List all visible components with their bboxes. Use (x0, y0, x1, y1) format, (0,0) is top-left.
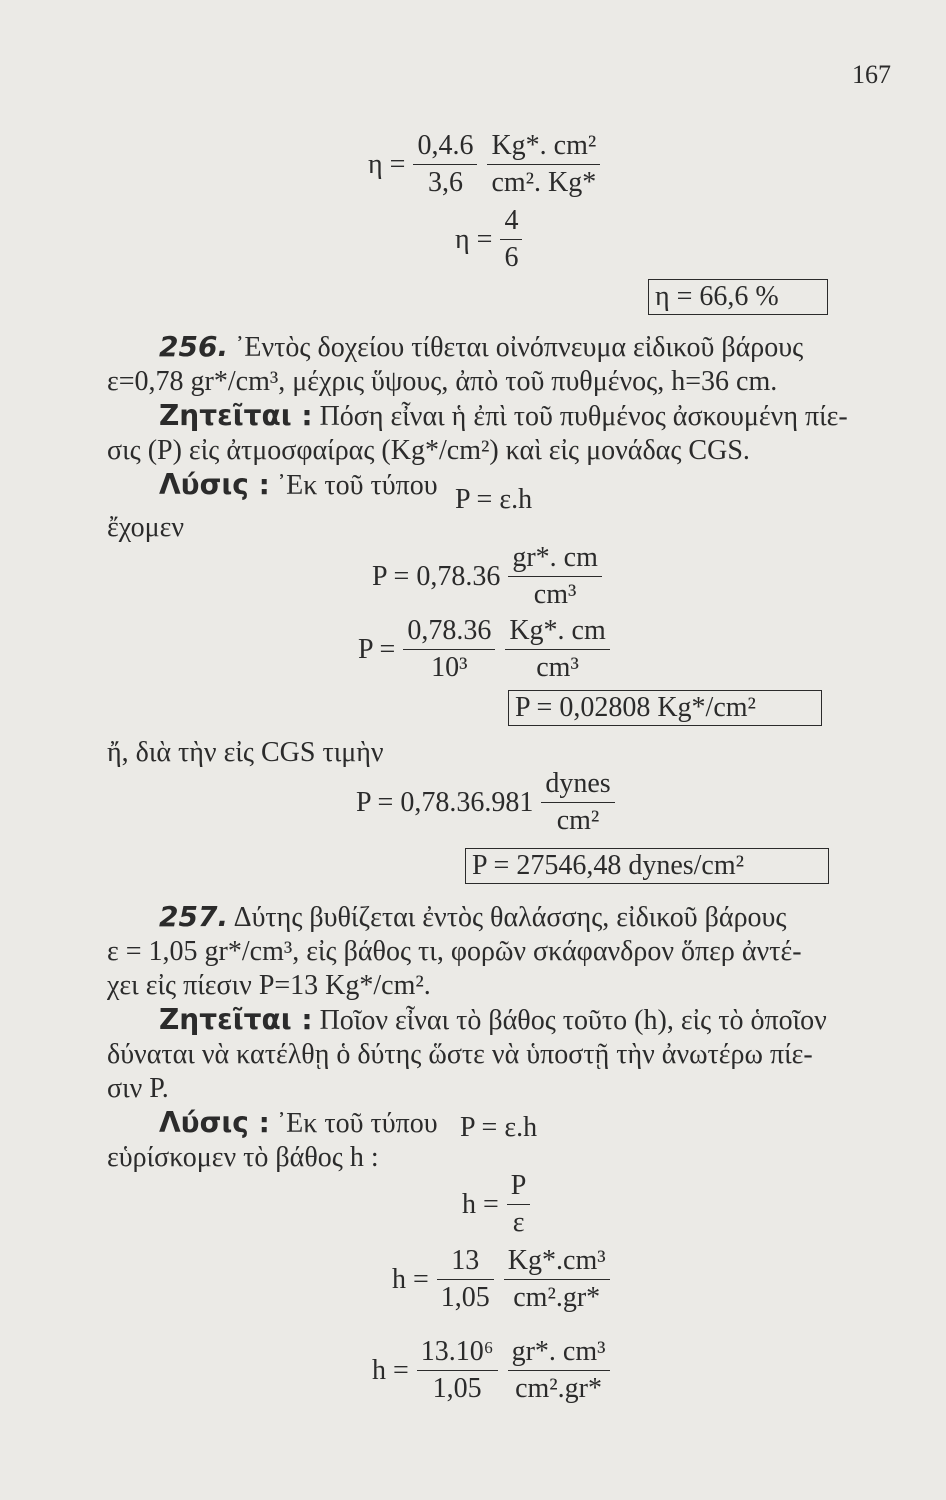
equation-depth-cgs (372, 1336, 620, 1405)
numerator: Kg*.cm³ (504, 1245, 610, 1280)
equation-eta-simplified (455, 205, 532, 274)
equation-lhs: P = (358, 633, 396, 665)
numerator: 0,4.6 (413, 130, 477, 165)
fraction-units (508, 542, 602, 611)
fraction-units (487, 130, 600, 199)
numerator: 13 (437, 1245, 494, 1280)
fraction (507, 1170, 531, 1239)
problem-257 (107, 900, 897, 1141)
fraction-units (505, 615, 609, 684)
denominator: 1,05 (432, 1373, 482, 1405)
heuriskomen-text: εὑρίσκομεν τὸ βάθος h : (107, 1142, 379, 1173)
problem-257-line-6: σιν P. (107, 1073, 169, 1104)
text-line: Πόση εἶναι ἡ ἐπὶ τοῦ πυθμένος ἀσκουμένη πίε- (319, 401, 848, 432)
numerator: Kg*. cm (505, 615, 609, 650)
equation-eta-fraction (368, 130, 610, 199)
problem-256 (107, 330, 897, 503)
numerator: Kg*. cm² (487, 130, 600, 165)
denominator: cm² (556, 805, 600, 837)
equation-lhs: P = 0,78.36 (372, 560, 501, 592)
fraction-units (508, 1336, 610, 1405)
denominator: cm³ (536, 652, 579, 684)
equation-lhs: η = (368, 148, 406, 180)
equation-pressure-cgs (356, 768, 625, 837)
denominator: cm².gr* (513, 1282, 601, 1314)
zitei-label: Ζητεῖται : (159, 1003, 313, 1036)
echomen-text: ἔχομεν (107, 512, 184, 543)
equation-lhs: h = (392, 1263, 429, 1295)
text-line: Ποῖον εἶναι τὸ βάθος τοῦτο (h), εἰς τὸ ὁποῖον (319, 1005, 827, 1036)
lysis-label: Λύσις : (159, 468, 270, 501)
zitei-label: Ζητεῖται : (159, 399, 313, 432)
denominator: 6 (504, 242, 519, 274)
numerator: P (507, 1170, 531, 1205)
problem-number: 257. (159, 900, 229, 933)
denominator: 3,6 (427, 167, 463, 199)
equation-pressure-substitution (372, 542, 612, 611)
formula-pressure-2: P = ε.h (460, 1112, 538, 1143)
problem-257-line-3: χει εἰς πίεσιν P=13 Kg*/cm². (107, 970, 431, 1001)
fraction-numeric (413, 130, 477, 199)
text-line: ᾿Εκ τοῦ τύπου (276, 470, 438, 501)
equation-lhs: h = (372, 1354, 409, 1386)
page-number: 167 (852, 60, 891, 89)
formula-pressure: P = ε.h (455, 484, 533, 515)
cgs-text: ἤ, διὰ τὴν εἰς CGS τιμὴν (107, 737, 384, 768)
problem-256-line-4: σις (P) εἰς ἀτμοσφαίρας (Kg*/cm²) καὶ εἰς μονάδας CGS. (107, 435, 750, 466)
problem-256-line-1 (107, 330, 897, 365)
fraction-numeric (437, 1245, 494, 1314)
equation-lhs: h = (462, 1188, 499, 1220)
equation-pressure-conversion (358, 615, 620, 684)
numerator: 13.10⁶ (417, 1336, 498, 1371)
numerator: dynes (541, 768, 614, 803)
equation-lhs: P = 0,78.36.981 (356, 786, 534, 818)
boxed-result-pressure-atm: P = 0,02808 Kg*/cm² (508, 690, 822, 726)
numerator: gr*. cm (508, 542, 602, 577)
numerator: 4 (500, 205, 522, 240)
problem-256-line-3 (107, 399, 897, 434)
equation-depth-formula (462, 1170, 540, 1239)
numerator: 0,78.36 (403, 615, 495, 650)
boxed-result-pressure-cgs: P = 27546,48 dynes/cm² (465, 848, 829, 884)
numerator: gr*. cm³ (508, 1336, 610, 1371)
denominator: ε (512, 1207, 525, 1239)
denominator: cm².gr* (515, 1373, 602, 1405)
equation-lhs: η = (455, 223, 493, 255)
problem-257-line-4 (107, 1003, 897, 1038)
denominator: cm³ (533, 579, 577, 611)
boxed-result-efficiency: η = 66,6 % (648, 279, 828, 315)
denominator: 1,05 (440, 1282, 490, 1314)
problem-256-line-2: ε=0,78 gr*/cm³, μέχρις ὕψους, ἀπὸ τοῦ πυθμένος, h=36 cm. (107, 366, 778, 397)
lysis-label: Λύσις : (159, 1106, 270, 1139)
equation-depth-substitution (392, 1245, 620, 1314)
problem-257-line-5: δύναται νὰ κατέλθῃ ὁ δύτης ὥστε νὰ ὑποστῇ τὴν ἀνωτέρω πίε- (107, 1039, 813, 1070)
text-line: ᾿Εκ τοῦ τύπου (276, 1108, 438, 1139)
fraction-units (504, 1245, 610, 1314)
denominator: 10³ (431, 652, 468, 684)
text-line: Δύτης βυθίζεται ἐντὸς θαλάσσης, εἰδικοῦ βάρους (233, 902, 787, 933)
denominator: cm². Kg* (491, 167, 597, 199)
text-line: ᾿Εντὸς δοχείου τίθεται οἰνόπνευμα εἰδικοῦ βάρους (235, 332, 804, 363)
problem-257-line-1 (107, 900, 897, 935)
fraction-units (541, 768, 614, 837)
problem-257-line-2: ε = 1,05 gr*/cm³, εἰς βάθος τι, φορῶν σκάφανδρον ὅπερ ἀντέ- (107, 936, 802, 967)
fraction-numeric (417, 1336, 498, 1405)
problem-number: 256. (159, 330, 229, 363)
fraction-numeric (403, 615, 495, 684)
fraction (500, 205, 522, 274)
